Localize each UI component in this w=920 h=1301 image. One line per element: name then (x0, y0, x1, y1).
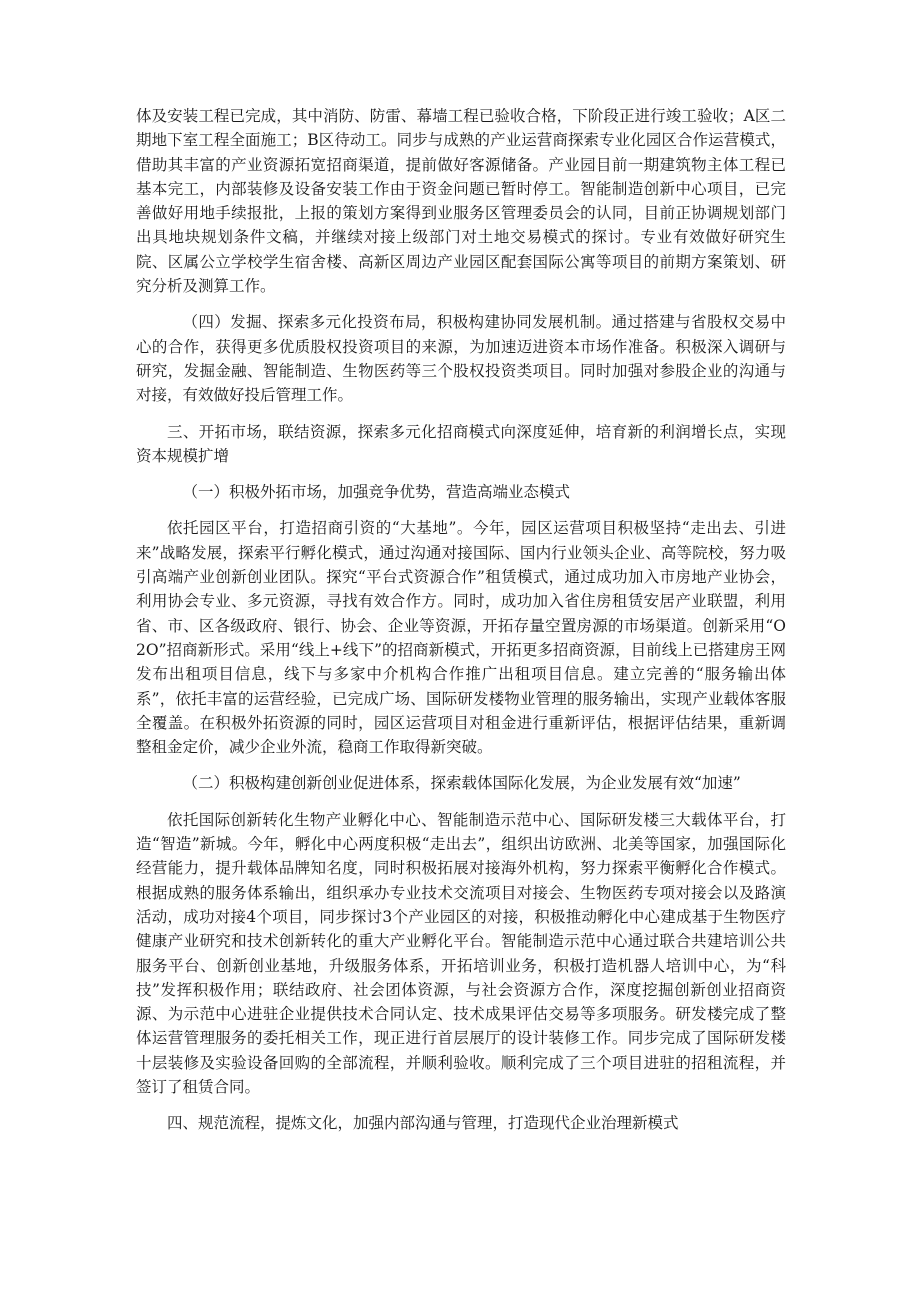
heading-section-three: 三、开拓市场，联结资源，探索多元化招商模式向深度延伸，培育新的利润增长点，实现资本规模扩增 (136, 422, 786, 465)
paragraph-project-progress: 体及安装工程已完成，其中消防、防雷、幕墙工程已验收合格，下阶段正进行竣工验收；A区二期地下室工程全面施工；B区待动工。同步与成熟的产业运营商探索专业化园区合作运营模式，借助其丰富的产业资源拓宽招商渠道，提前做好客源储备。产业园目前一期建筑物主体工程已基本完工，内部装修及设备安装工作由于资金问题已暂时停工。智能制造创新中心项目，已完善做好用地手续报批，上报的策划方案得到业服务区管理委员会的认同，目前正协调规划部门出具地块规划条件文稿，并继续对接上级部门对土地交易模式的探讨。专业有效做好研究生院、区属公立学校学生宿舍楼、高新区周边产业园区配套国际公寓等项目的前期方案策划、研究分析及测算工作。 (136, 107, 786, 296)
paragraph-incubation-center: 依托国际创新转化生物产业孵化中心、智能制造示范中心、国际研发楼三大载体平台，打造“智造”新城。今年，孵化中心两度积极“走出去”，组织出访欧洲、北美等国家，加强国际化经营能力，提升载体品牌知名度，同时积极拓展对接海外机构，努力探索平衡孵化合作模式。根据成熟的服务体系输出，组织承办专业技术交流项目对接会、生物医药专项对接会以及路演活动，成功对接4个项目，同步探讨3个产业园区的对接，积极推动孵化中心建成基于生物医疗健康产业研究和技术创新转化的重大产业孵化平台。智能制造示范中心通过联合共建培训公共服务平台、创新创业基地，升级服务体系，开拓培训业务，积极打造机器人培训中心，为“科技”发挥积极作用；联结政府、社会团体资源，与社会资源方合作，深度挖掘创新创业招商资源、为示范中心进驻企业提供技术合同认定、技术成果评估交易等多项服务。研发楼完成了整体运营管理服务的委托相关工作，现正进行首层展厅的设计装修工作。同步完成了国际研发楼十层装修及实验设备回购的全部流程，并顺利验收。顺利完成了三个项目进驻的招租流程，并签订了租赁合同。 (136, 810, 786, 1096)
subheading-two-innovation: （二）积极构建创新创业促进体系，探索载体国际化发展，为企业发展有效“加速” (182, 774, 741, 793)
paragraph-park-platform: 依托园区平台，打造招商引资的“大基地”。今年，园区运营项目积极坚持“走出去、引进来”战略发展，探索平行孵化模式，通过沟通对接国际、国内行业领头企业、高等院校，努力吸引高端产业创新创业团队。探究“平台式资源合作”租赁模式，通过成功加入市房地产业协会，利用协会专业、多元资源，寻找有效合作方。同时，成功加入省住房租赁安居产业联盟，利用省、市、区各级政府、银行、协会、企业等资源，开拓存量空置房源的市场渠道。创新采用“O2O”招商新形式。采用“线上+线下”的招商新模式，开拓更多招商资源，目前线上已搭建房王网发布出租项目信息，线下与多家中介机构合作推广出租项目信息。建立完善的“服务输出体系”，依托丰富的运营经验，已完成广场、国际研发楼物业管理的服务输出，实现产业载体客服全覆盖。在积极外拓资源的同时，园区运营项目对租金进行重新评估，根据评估结果，重新调整租金定价，减少企业外流，稳商工作取得新突破。 (136, 519, 786, 757)
paragraph-section-four-investment: （四）发掘、探索多元化投资布局，积极构建协同发展机制。通过搭建与省股权交易中心的合作，获得更多优质股权投资项目的来源，为加速迈进资本市场作准备。积极深入调研与研究，发掘金融、智能制造、生物医药等三个股权投资类项目。同时加强对参股企业的沟通与对接，有效做好投后管理工作。 (136, 313, 786, 405)
heading-section-four: 四、规范流程，提炼文化，加强内部沟通与管理，打造现代企业治理新模式 (167, 1114, 679, 1133)
subheading-one-market: （一）积极外拓市场，加强竞争优势，营造高端业态模式 (182, 483, 571, 502)
document-body (136, 104, 786, 1148)
